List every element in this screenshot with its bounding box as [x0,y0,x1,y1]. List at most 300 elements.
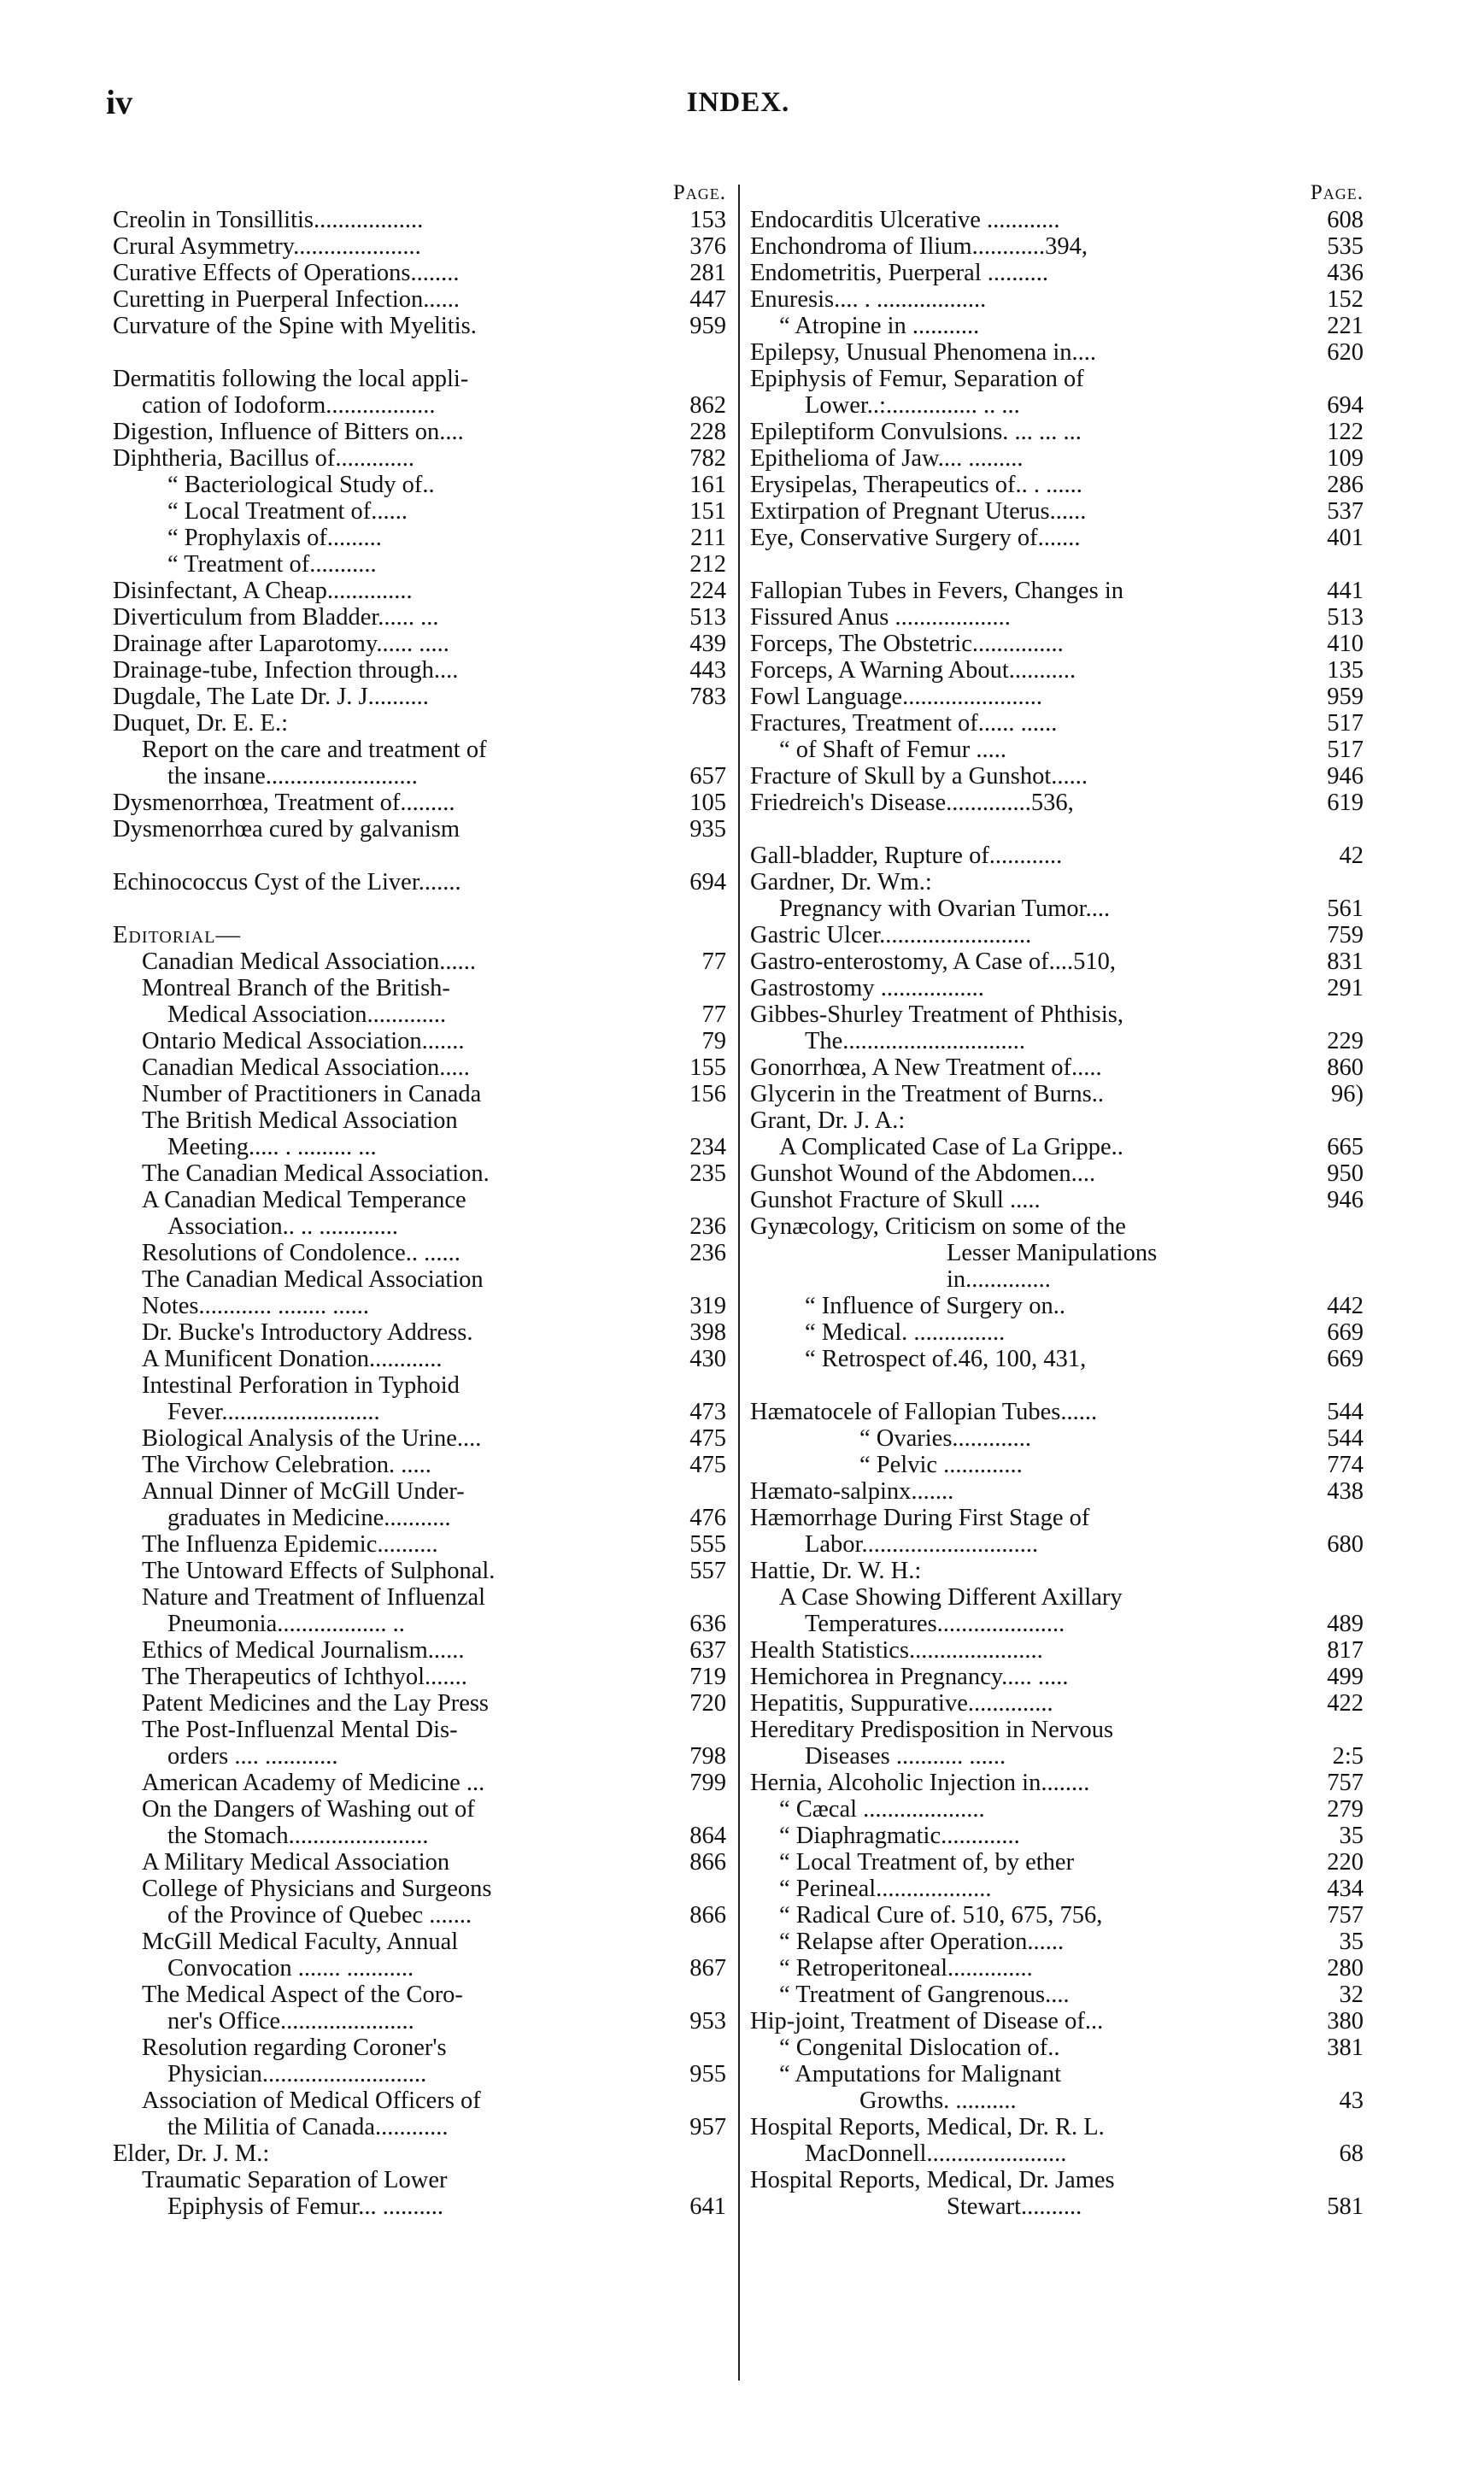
entry-page-number: 669 [1323,1319,1364,1346]
entry-page-number: 959 [686,313,726,339]
entry-text: Biological Analysis of the Urine.... [142,1425,482,1452]
entry-text: A Complicated Case of La Grippe.. [779,1134,1123,1160]
index-entry [750,313,1364,339]
index-entry [750,2140,1364,2167]
entry-text: Fracture of Skull by a Gunshot...... [750,763,1088,790]
entry-text: Nature and Treatment of Influenzal [142,1584,486,1611]
index-entry [113,2034,726,2061]
entry-page-number: 153 [686,207,726,233]
entry-page-number: 212 [686,551,726,578]
entry-text: “ Retroperitoneal.............. [779,1955,1033,1982]
index-entry [750,1054,1364,1081]
entry-page-number: 860 [1323,1054,1364,1081]
entry-page-number: 581 [1323,2193,1364,2220]
entry-page-number: 513 [686,604,726,631]
entry-page-number: 783 [686,684,726,710]
entry-text: Meeting..... . ......... ... [167,1134,377,1160]
index-entry [750,790,1364,816]
index-entry [113,498,726,525]
entry-text: Ontario Medical Association....... [142,1028,465,1054]
entry-text: Association.. .. ............. [167,1213,398,1240]
index-entry [113,604,726,631]
index-entry [750,1743,1364,1770]
page-column-label: Page. [1310,181,1364,204]
entry-gap [750,551,1364,578]
index-entry [113,1823,726,1849]
entry-page-number: 43 [1336,2087,1364,2114]
index-entry [750,525,1364,551]
index-entry [750,419,1364,445]
entry-page-number: 2:5 [1329,1743,1364,1770]
entry-text: Physician........................... [167,2061,427,2087]
index-entry [113,1849,726,1876]
entry-page-number: 161 [686,472,726,498]
entry-page-number: 447 [686,286,726,313]
index-entry [750,1134,1364,1160]
index-entry [750,948,1364,975]
index-entry [750,578,1364,604]
index-entry [113,657,726,684]
index-entry [113,1743,726,1770]
index-entry [750,1399,1364,1425]
entry-text: orders .... ............ [167,1743,338,1770]
entry-page-number: 376 [686,233,726,260]
entry-text: Medical Association............. [167,1001,447,1028]
entry-page-number: 236 [686,1240,726,1266]
index-entry [750,207,1364,233]
index-entry [113,1399,726,1425]
index-entry [750,366,1364,392]
index-entry [750,1664,1364,1690]
entry-text: A Case Showing Different Axillary [779,1584,1123,1611]
index-entry [113,1637,726,1664]
index-entry [113,578,726,604]
entry-page-number: 544 [1323,1399,1364,1425]
index-entry [113,737,726,763]
index-entry [750,843,1364,869]
index-entry [750,1346,1364,1372]
entry-page-number: 475 [686,1452,726,1478]
entry-text: A Canadian Medical Temperance [142,1187,466,1213]
entry-text: Ethics of Medical Journalism...... [142,1637,465,1664]
index-entry [113,419,726,445]
entry-text: Erysipelas, Therapeutics of.. . ...... [750,472,1082,498]
entry-page-number: 401 [1323,525,1364,551]
index-entry [113,260,726,286]
entry-text: Fowl Language....................... [750,684,1042,710]
entry-text: ner's Office...................... [167,2008,414,2034]
entry-page-number: 641 [686,2193,726,2220]
index-entry [113,1240,726,1266]
entry-page-number: 443 [686,657,726,684]
entry-text: “ Diaphragmatic............. [779,1823,1020,1849]
entry-text: “ Congenital Dislocation of.. [779,2034,1060,2061]
entry-page-number: 608 [1323,207,1364,233]
index-column-right [750,181,1364,2220]
index-column-left [113,181,726,2220]
entry-page-number: 782 [686,445,726,472]
entry-page-number: 517 [1323,710,1364,737]
entry-text: graduates in Medicine........... [167,1505,451,1531]
entry-page-number: 381 [1323,2034,1364,2061]
entry-text: Fever.......................... [167,1399,380,1425]
entry-text: Hæmorrhage During First Stage of [750,1505,1090,1531]
entry-page-number: 430 [686,1346,726,1372]
index-entry [113,445,726,472]
entry-page-number: 434 [1323,1876,1364,1902]
entry-text: “ Treatment of........... [167,551,377,578]
entry-text: Forceps, The Obstetric............... [750,631,1064,657]
entry-page-number: 517 [1323,737,1364,763]
entry-text: Drainage-tube, Infection through.... [113,657,459,684]
index-entry [113,1293,726,1319]
entry-text: Friedreich's Disease..............536, [750,790,1074,816]
index-entry [750,1982,1364,2008]
entry-page-number: 236 [686,1213,726,1240]
entry-page-number: 798 [686,1743,726,1770]
entry-text: the insane......................... [167,763,418,790]
entry-text: Resolutions of Condolence.. ...... [142,1240,460,1266]
index-entry [113,1796,726,1823]
index-entry [750,1081,1364,1107]
entry-page-number: 279 [1323,1796,1364,1823]
index-entry [750,1293,1364,1319]
entry-page-number: 77 [699,948,727,975]
entry-page-number: 220 [1323,1849,1364,1876]
entry-text: Growths. .......... [859,2087,1017,2114]
entry-text: “ of Shaft of Femur ..... [779,737,1006,763]
entry-page-number: 96) [1328,1081,1364,1107]
entry-text: “ Radical Cure of. 510, 675, 756, [779,1902,1103,1929]
entry-page-number: 694 [1323,392,1364,419]
index-entry [750,1796,1364,1823]
entry-page-number: 831 [1323,948,1364,975]
entry-text: A Munificent Donation............ [142,1346,443,1372]
entry-text: “ Treatment of Gangrenous.... [779,1982,1070,2008]
entry-text: Intestinal Perforation in Typhoid [142,1372,460,1399]
entry-page-number: 950 [1323,1160,1364,1187]
entry-page-number: 637 [686,1637,726,1664]
entry-page-number: 946 [1323,763,1364,790]
entry-text: “ Atropine in ........... [779,313,980,339]
index-entry [750,1584,1364,1611]
entry-text: Montreal Branch of the British- [142,975,450,1001]
index-entry [113,1001,726,1028]
entry-page-number: 862 [686,392,726,419]
entry-text: American Academy of Medicine ... [142,1770,485,1796]
entry-text: Gastro-enterostomy, A Case of....510, [750,948,1116,975]
entry-text: Lesser Manipulations [947,1240,1158,1266]
entry-text: Gynæcology, Criticism on some of the [750,1213,1126,1240]
entry-page-number: 557 [686,1558,726,1584]
index-entry [750,1187,1364,1213]
entry-page-number: 866 [686,1902,726,1929]
entry-text: The Virchow Celebration. ..... [142,1452,431,1478]
entry-page-number: 757 [1323,1902,1364,1929]
index-entry [113,1134,726,1160]
index-entry [113,233,726,260]
index-entry [750,286,1364,313]
entry-page-number: 79 [699,1028,727,1054]
entry-page-number: 636 [686,1611,726,1637]
index-entry [113,1054,726,1081]
index-entry [113,2193,726,2220]
entry-page-number: 719 [686,1664,726,1690]
entry-text: Pregnancy with Ovarian Tumor.... [779,895,1111,922]
entry-text: College of Physicians and Surgeons [142,1876,492,1902]
index-entry [750,1690,1364,1717]
index-entry [113,1664,726,1690]
entry-page-number: 410 [1323,631,1364,657]
index-entry [750,1531,1364,1558]
index-entry [750,1558,1364,1584]
entry-text: Hepatitis, Suppurative.............. [750,1690,1053,1717]
entry-text: Curative Effects of Operations........ [113,260,460,286]
entry-text: The Canadian Medical Association [142,1266,484,1293]
index-entry [113,1028,726,1054]
entry-text: Enuresis.... . .................. [750,286,987,313]
index-entry [113,869,726,895]
entry-page-number: 229 [1323,1028,1364,1054]
entry-text: Forceps, A Warning About........... [750,657,1076,684]
entry-page-number: 211 [687,525,726,551]
entry-gap [113,895,726,922]
entry-page-number: 122 [1323,419,1364,445]
entry-page-number: 867 [686,1955,726,1982]
entry-text: Elder, Dr. J. M.: [113,2140,270,2167]
entry-text: Extirpation of Pregnant Uterus...... [750,498,1087,525]
entry-text: Epileptiform Convulsions. ... ... ... [750,419,1082,445]
entry-page-number: 35 [1336,1823,1364,1849]
entry-page-number: 291 [1323,975,1364,1001]
entry-page-number: 228 [686,419,726,445]
index-entry [750,1028,1364,1054]
index-entry [750,2087,1364,2114]
entry-text: Drainage after Laparotomy...... ..... [113,631,449,657]
entry-text: Grant, Dr. J. A.: [750,1107,906,1134]
index-entry [750,2114,1364,2140]
entry-page-number: 957 [686,2114,726,2140]
entry-page-number: 105 [686,790,726,816]
entry-text: Glycerin in the Treatment of Burns.. [750,1081,1104,1107]
entry-text: Report on the care and treatment of [142,737,487,763]
entry-gap [113,843,726,869]
entry-page-number: 561 [1323,895,1364,922]
entry-text: Hæmato-salpinx....... [750,1478,954,1505]
page-folio: iv [106,83,133,121]
index-entry [750,1478,1364,1505]
index-entry [113,1558,726,1584]
index-entry [113,551,726,578]
entry-text: Digestion, Influence of Bitters on.... [113,419,464,445]
index-entry [750,1902,1364,1929]
entry-list-left [113,207,726,2220]
entry-text: Temperatures..................... [805,1611,1065,1637]
index-entry [750,1637,1364,1664]
index-entry [113,710,726,737]
index-entry [750,472,1364,498]
entry-page-number: 68 [1336,2140,1364,2167]
index-entry [113,525,726,551]
index-entry [113,1505,726,1531]
page-header [106,82,1370,133]
entry-text: Diseases ........... ...... [805,1743,1006,1770]
entry-text: Health Statistics...................... [750,1637,1043,1664]
entry-text: Fallopian Tubes in Fevers, Changes in [750,578,1124,604]
entry-page-number: 953 [686,2008,726,2034]
entry-text: Canadian Medical Association..... [142,1054,470,1081]
page-column-heading [113,181,726,207]
index-entry [113,366,726,392]
entry-text: Number of Practitioners in Canada [142,1081,482,1107]
index-entry [750,2034,1364,2061]
entry-text: Labor............................. [805,1531,1039,1558]
index-entry [113,1213,726,1240]
index-entry [113,1770,726,1796]
entry-text: Gall-bladder, Rupture of............ [750,843,1063,869]
entry-page-number: 694 [686,869,726,895]
entry-text: Dr. Bucke's Introductory Address. [142,1319,473,1346]
entry-page-number: 657 [686,763,726,790]
entry-text: Hemichorea in Pregnancy..... ..... [750,1664,1069,1690]
entry-gap [750,816,1364,843]
index-entry [113,1266,726,1293]
index-entry [113,2087,726,2114]
index-entry [750,1240,1364,1266]
entry-page-number: 955 [686,2061,726,2087]
entry-text: Hernia, Alcoholic Injection in........ [750,1770,1090,1796]
entry-text: Gastric Ulcer......................... [750,922,1032,948]
entry-page-number: 280 [1323,1955,1364,1982]
entry-page-number: 544 [1323,1425,1364,1452]
entry-text: Hæmatocele of Fallopian Tubes...... [750,1399,1098,1425]
entry-text: Convocation ....... ........... [167,1955,414,1982]
entry-text: Stewart.......... [947,2193,1082,2220]
index-entry [750,922,1364,948]
index-entry [113,1478,726,1505]
entry-text: Gunshot Fracture of Skull ..... [750,1187,1041,1213]
index-entry [750,684,1364,710]
index-entry [113,2140,726,2167]
index-entry [750,1955,1364,1982]
entry-page-number: 439 [686,631,726,657]
entry-text: Lower..:............... .. ... [805,392,1020,419]
index-entry [750,763,1364,790]
index-entry [113,1690,726,1717]
index-entry [750,1717,1364,1743]
entry-text: Enchondroma of Ilium............394, [750,233,1088,260]
index-entry [113,1611,726,1637]
entry-text: “ Medical. ............... [805,1319,1006,1346]
index-entry [113,2114,726,2140]
entry-page-number: 438 [1323,1478,1364,1505]
index-entry [113,472,726,498]
page-column-heading [750,181,1364,207]
entry-page-number: 135 [1323,657,1364,684]
entry-page-number: 946 [1323,1187,1364,1213]
entry-page-number: 759 [1323,922,1364,948]
entry-text: Notes............ ........ ...... [142,1293,369,1319]
entry-text: Gibbes-Shurley Treatment of Phthisis, [750,1001,1124,1028]
index-entry [750,1425,1364,1452]
entry-text: Diphtheria, Bacillus of............. [113,445,415,472]
index-entry [750,498,1364,525]
index-entry [113,1876,726,1902]
entry-text: “ Ovaries............. [859,1425,1032,1452]
index-entry [750,2193,1364,2220]
index-entry [113,392,726,419]
index-entry [113,1717,726,1743]
index-entry [750,657,1364,684]
entry-page-number: 380 [1323,2008,1364,2034]
index-entry [113,975,726,1001]
entry-text: The Influenza Epidemic.......... [142,1531,438,1558]
entry-text: McGill Medical Faculty, Annual [142,1929,459,1955]
entry-text: “ Retrospect of.46, 100, 431, [805,1346,1087,1372]
entry-text: Creolin in Tonsillitis.................. [113,207,424,233]
entry-page-number: 442 [1323,1293,1364,1319]
index-entry [750,233,1364,260]
index-entry [750,2061,1364,2087]
entry-page-number: 720 [686,1690,726,1717]
entry-text: Disinfectant, A Cheap.............. [113,578,413,604]
entry-page-number: 537 [1323,498,1364,525]
entry-text: “ Prophylaxis of......... [167,525,382,551]
index-entry [113,1531,726,1558]
entry-text: The.............................. [805,1028,1026,1054]
entry-text: Diverticulum from Bladder...... ... [113,604,439,631]
index-entry [113,1929,726,1955]
entry-text: Epithelioma of Jaw.... ......... [750,445,1024,472]
entry-page-number: 866 [686,1849,726,1876]
entry-page-number: 864 [686,1823,726,1849]
index-entry [113,313,726,339]
index-entry [750,1876,1364,1902]
index-entry [750,710,1364,737]
entry-text: Dermatitis following the local appli- [113,366,469,392]
index-entry [750,1001,1364,1028]
index-entry [750,2167,1364,2193]
entry-text: Resolution regarding Coroner's [142,2034,447,2061]
entry-page-number: 319 [686,1293,726,1319]
entry-page-number: 436 [1323,260,1364,286]
entry-text: Traumatic Separation of Lower [142,2167,448,2193]
entry-page-number: 774 [1323,1452,1364,1478]
index-entry [113,1584,726,1611]
entry-list-right [750,207,1364,2220]
index-entry [750,2008,1364,2034]
entry-page-number: 422 [1323,1690,1364,1717]
entry-page-number: 42 [1336,843,1364,869]
index-entry [750,1770,1364,1796]
entry-text: Echinococcus Cyst of the Liver....... [113,869,461,895]
entry-text: cation of Iodoform.................. [142,392,436,419]
index-entry [750,1452,1364,1478]
column-divider [738,185,740,2381]
index-entry [113,1982,726,2008]
entry-text: the Stomach....................... [167,1823,429,1849]
entry-page-number: 286 [1323,472,1364,498]
index-entry [750,604,1364,631]
index-entry [113,1425,726,1452]
entry-text: Fractures, Treatment of...... ...... [750,710,1058,737]
entry-page-number: 513 [1323,604,1364,631]
entry-text: Dugdale, The Late Dr. J. J.......... [113,684,429,710]
entry-text: Dysmenorrhœa cured by galvanism [113,816,460,843]
entry-page-number: 620 [1323,339,1364,366]
entry-text: Epiphysis of Femur... .......... [167,2193,444,2220]
page-column-label: Page. [672,181,726,204]
